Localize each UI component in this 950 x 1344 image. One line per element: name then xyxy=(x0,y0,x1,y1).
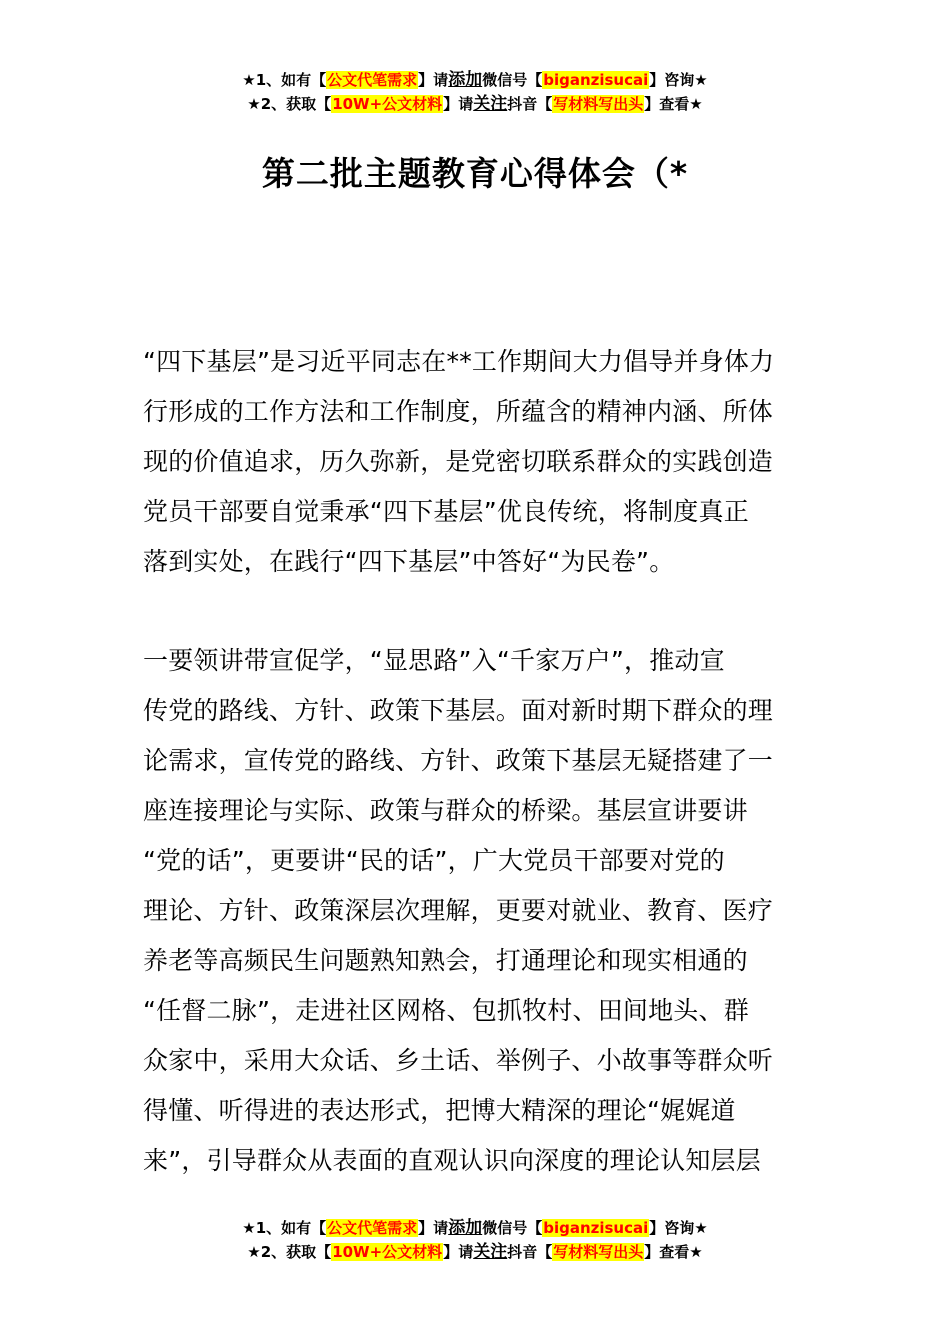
footer-banner xyxy=(0,1216,950,1264)
text-line: 众家中，采用大众话、乡土话、举例子、小故事等群众听 xyxy=(143,1046,774,1075)
text-line: 传党的路线、方针、政策下基层。面对新时期下群众的理 xyxy=(143,696,774,725)
banner-line-1: ★1、如有【公文代笔需求】请添加微信号【biganzisucai】咨询★ xyxy=(242,1218,708,1238)
banner-line-1: ★1、如有【公文代笔需求】请添加微信号【biganzisucai】咨询★ xyxy=(242,70,708,90)
text-line: “任督二脉”，走进社区网格、包抓牧村、田间地头、群 xyxy=(143,996,749,1025)
text-line: 一要领讲带宣促学，“显思路”入“千家万户”，推动宣 xyxy=(143,646,725,675)
text-line: 座连接理论与实际、政策与群众的桥梁。基层宣讲要讲 xyxy=(143,796,748,825)
text-line: 论需求，宣传党的路线、方针、政策下基层无疑搭建了一 xyxy=(143,746,774,775)
highlight-materials: 10W+公文材料 xyxy=(332,95,443,113)
highlight-douyin-id: 写材料写出头 xyxy=(553,1243,644,1261)
text-line: 理论、方针、政策深层次理解，更要对就业、教育、医疗 xyxy=(143,896,774,925)
text-line: 行形成的工作方法和工作制度，所蕴含的精神内涵、所体 xyxy=(143,397,774,426)
text-line: 党员干部要自觉秉承“四下基层”优良传统，将制度真正 xyxy=(143,497,749,526)
banner-line-2: ★2、获取【10W+公文材料】请关注抖音【写材料写出头】查看★ xyxy=(247,1242,703,1262)
text-line: “四下基层”是习近平同志在**工作期间大力倡导并身体力 xyxy=(143,347,775,376)
highlight-service: 公文代笔需求 xyxy=(327,1219,418,1237)
highlight-materials: 10W+公文材料 xyxy=(332,1243,443,1261)
text-line: 落到实处，在践行“四下基层”中答好“为民卷”。 xyxy=(143,547,675,576)
document-title: 第二批主题教育心得体会（* xyxy=(261,154,689,193)
header-banner xyxy=(0,68,950,116)
highlight-service: 公文代笔需求 xyxy=(327,71,418,89)
text-line: 现的价值追求，历久弥新，是党密切联系群众的实践创造 xyxy=(143,447,774,476)
paragraph-1 xyxy=(143,337,809,587)
highlight-wechat-id: biganzisucai xyxy=(543,71,649,89)
paragraph-2 xyxy=(143,636,809,1186)
text-line: 来”，引导群众从表面的直观认识向深度的理论认知层层 xyxy=(143,1146,761,1175)
text-line: 得懂、听得进的表达形式，把博大精深的理论“娓娓道 xyxy=(143,1096,736,1125)
text-line: “党的话”，更要讲“民的话”，广大党员干部要对党的 xyxy=(143,846,725,875)
highlight-wechat-id: biganzisucai xyxy=(543,1219,649,1237)
banner-line-2: ★2、获取【10W+公文材料】请关注抖音【写材料写出头】查看★ xyxy=(247,94,703,114)
text-line: 养老等高频民生问题熟知熟会，打通理论和现实相通的 xyxy=(143,946,748,975)
highlight-douyin-id: 写材料写出头 xyxy=(553,95,644,113)
